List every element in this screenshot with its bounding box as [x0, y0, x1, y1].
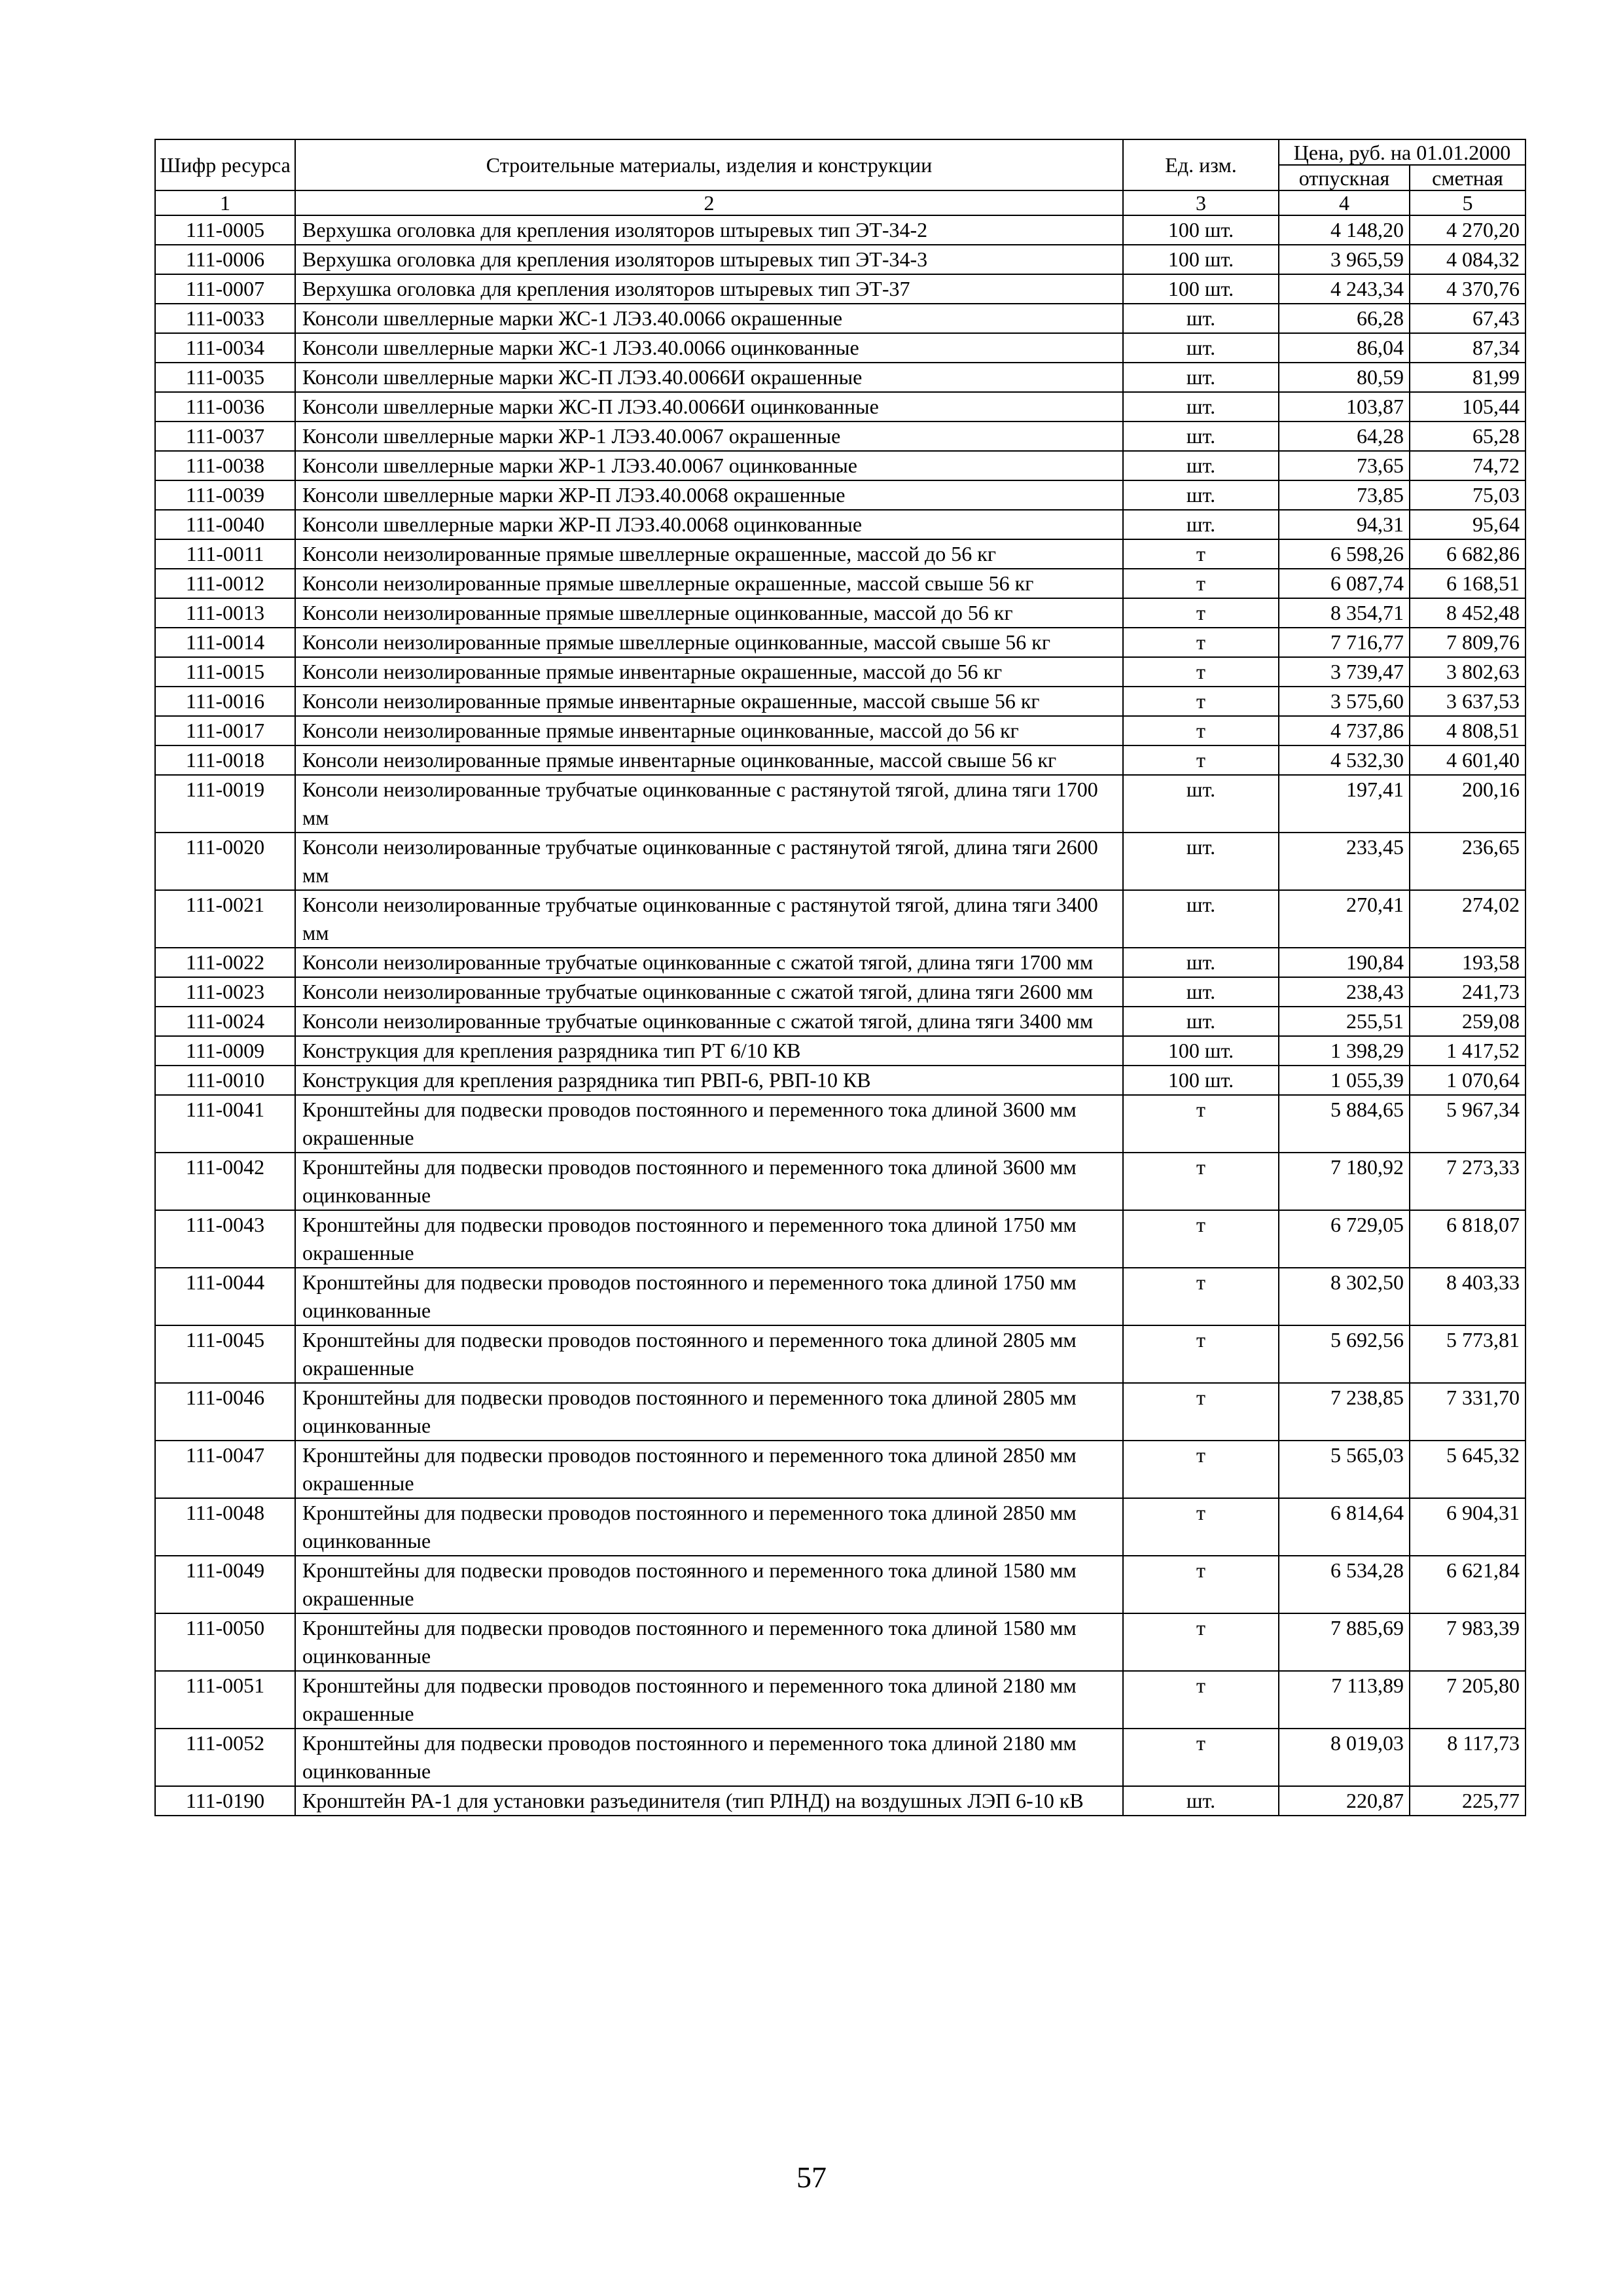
estimate-price: 3 637,53	[1410, 687, 1525, 716]
estimate-price: 87,34	[1410, 333, 1525, 363]
table-row	[155, 1786, 1525, 1816]
release-price: 220,87	[1279, 1786, 1410, 1816]
resource-code: 111-0011	[155, 539, 295, 569]
material-name: Консоли неизолированные трубчатые оцинкованные с сжатой тягой, длина тяги 2600 мм	[295, 977, 1123, 1007]
estimate-price: 6 818,07	[1410, 1210, 1525, 1268]
unit-of-measure: т	[1123, 1671, 1279, 1729]
estimate-price: 8 117,73	[1410, 1729, 1525, 1786]
release-price: 5 565,03	[1279, 1441, 1410, 1498]
material-name: Консоли швеллерные марки ЖР-1 ЛЭЗ.40.0067 окрашенные	[295, 422, 1123, 451]
header-code: Шифр ресурса	[155, 139, 295, 190]
price-table	[154, 139, 1526, 1816]
release-price: 7 885,69	[1279, 1613, 1410, 1671]
unit-of-measure: шт.	[1123, 977, 1279, 1007]
table-row	[155, 539, 1525, 569]
estimate-price: 193,58	[1410, 948, 1525, 977]
unit-of-measure: шт.	[1123, 890, 1279, 948]
resource-code: 111-0042	[155, 1153, 295, 1210]
estimate-price: 7 809,76	[1410, 628, 1525, 657]
release-price: 5 692,56	[1279, 1325, 1410, 1383]
resource-code: 111-0046	[155, 1383, 295, 1441]
table-row	[155, 392, 1525, 422]
resource-code: 111-0016	[155, 687, 295, 716]
unit-of-measure: 100 шт.	[1123, 215, 1279, 245]
table-row	[155, 480, 1525, 510]
table-row	[155, 977, 1525, 1007]
release-price: 190,84	[1279, 948, 1410, 977]
estimate-price: 259,08	[1410, 1007, 1525, 1036]
estimate-price: 5 967,34	[1410, 1095, 1525, 1153]
resource-code: 111-0049	[155, 1556, 295, 1613]
release-price: 94,31	[1279, 510, 1410, 539]
unit-of-measure: шт.	[1123, 333, 1279, 363]
release-price: 7 180,92	[1279, 1153, 1410, 1210]
unit-of-measure: т	[1123, 598, 1279, 628]
material-name: Кронштейны для подвески проводов постоянного и переменного тока длиной 1750 мм окрашенные	[295, 1210, 1123, 1268]
estimate-price: 67,43	[1410, 304, 1525, 333]
release-price: 8 302,50	[1279, 1268, 1410, 1325]
unit-of-measure: т	[1123, 1268, 1279, 1325]
release-price: 7 716,77	[1279, 628, 1410, 657]
release-price: 4 532,30	[1279, 745, 1410, 775]
release-price: 7 113,89	[1279, 1671, 1410, 1729]
table-row	[155, 628, 1525, 657]
estimate-price: 1 417,52	[1410, 1036, 1525, 1066]
unit-of-measure: шт.	[1123, 422, 1279, 451]
resource-code: 111-0009	[155, 1036, 295, 1066]
estimate-price: 6 904,31	[1410, 1498, 1525, 1556]
table-row	[155, 1066, 1525, 1095]
unit-of-measure: т	[1123, 1613, 1279, 1671]
resource-code: 111-0024	[155, 1007, 295, 1036]
estimate-price: 4 270,20	[1410, 215, 1525, 245]
column-number: 1	[155, 190, 295, 215]
material-name: Конструкция для крепления разрядника тип РТ 6/10 КВ	[295, 1036, 1123, 1066]
resource-code: 111-0052	[155, 1729, 295, 1786]
resource-code: 111-0041	[155, 1095, 295, 1153]
resource-code: 111-0015	[155, 657, 295, 687]
unit-of-measure: шт.	[1123, 363, 1279, 392]
table-row	[155, 215, 1525, 245]
column-number: 3	[1123, 190, 1279, 215]
unit-of-measure: т	[1123, 1095, 1279, 1153]
resource-code: 111-0047	[155, 1441, 295, 1498]
resource-code: 111-0006	[155, 245, 295, 274]
estimate-price: 5 773,81	[1410, 1325, 1525, 1383]
table-row	[155, 422, 1525, 451]
release-price: 1 055,39	[1279, 1066, 1410, 1095]
estimate-price: 5 645,32	[1410, 1441, 1525, 1498]
material-name: Консоли швеллерные марки ЖС-1 ЛЭЗ.40.0066 окрашенные	[295, 304, 1123, 333]
unit-of-measure: шт.	[1123, 392, 1279, 422]
table-header	[155, 139, 1525, 215]
resource-code: 111-0051	[155, 1671, 295, 1729]
resource-code: 111-0017	[155, 716, 295, 745]
unit-of-measure: 100 шт.	[1123, 1036, 1279, 1066]
material-name: Кронштейны для подвески проводов постоянного и переменного тока длиной 1750 мм оцинкованные	[295, 1268, 1123, 1325]
release-price: 4 737,86	[1279, 716, 1410, 745]
resource-code: 111-0033	[155, 304, 295, 333]
estimate-price: 6 682,86	[1410, 539, 1525, 569]
material-name: Консоли неизолированные прямые инвентарные окрашенные, массой до 56 кг	[295, 657, 1123, 687]
table-row	[155, 274, 1525, 304]
table-row	[155, 598, 1525, 628]
table-row	[155, 687, 1525, 716]
resource-code: 111-0014	[155, 628, 295, 657]
release-price: 4 148,20	[1279, 215, 1410, 245]
material-name: Кронштейны для подвески проводов постоянного и переменного тока длиной 2850 мм оцинкованные	[295, 1498, 1123, 1556]
table-row	[155, 304, 1525, 333]
estimate-price: 6 621,84	[1410, 1556, 1525, 1613]
resource-code: 111-0038	[155, 451, 295, 480]
release-price: 5 884,65	[1279, 1095, 1410, 1153]
release-price: 233,45	[1279, 833, 1410, 890]
resource-code: 111-0023	[155, 977, 295, 1007]
release-price: 6 087,74	[1279, 569, 1410, 598]
estimate-price: 7 331,70	[1410, 1383, 1525, 1441]
unit-of-measure: шт.	[1123, 833, 1279, 890]
unit-of-measure: т	[1123, 1556, 1279, 1613]
material-name: Верхушка оголовка для крепления изоляторов штыревых тип ЭТ-34-3	[295, 245, 1123, 274]
estimate-price: 8 452,48	[1410, 598, 1525, 628]
unit-of-measure: т	[1123, 539, 1279, 569]
release-price: 73,65	[1279, 451, 1410, 480]
header-estimate-price: сметная	[1410, 165, 1525, 190]
unit-of-measure: 100 шт.	[1123, 1066, 1279, 1095]
unit-of-measure: т	[1123, 628, 1279, 657]
resource-code: 111-0005	[155, 215, 295, 245]
estimate-price: 4 601,40	[1410, 745, 1525, 775]
release-price: 6 814,64	[1279, 1498, 1410, 1556]
material-name: Верхушка оголовка для крепления изоляторов штыревых тип ЭТ-34-2	[295, 215, 1123, 245]
material-name: Кронштейны для подвески проводов постоянного и переменного тока длиной 3600 мм оцинкованные	[295, 1153, 1123, 1210]
unit-of-measure: т	[1123, 716, 1279, 745]
table-row	[155, 1210, 1525, 1268]
material-name: Конструкция для крепления разрядника тип РВП-6, РВП-10 КВ	[295, 1066, 1123, 1095]
material-name: Консоли неизолированные прямые инвентарные окрашенные, массой свыше 56 кг	[295, 687, 1123, 716]
release-price: 6 534,28	[1279, 1556, 1410, 1613]
material-name: Верхушка оголовка для крепления изоляторов штыревых тип ЭТ-37	[295, 274, 1123, 304]
estimate-price: 236,65	[1410, 833, 1525, 890]
table-row	[155, 1268, 1525, 1325]
resource-code: 111-0039	[155, 480, 295, 510]
table-row	[155, 451, 1525, 480]
release-price: 6 729,05	[1279, 1210, 1410, 1268]
table-row	[155, 1441, 1525, 1498]
material-name: Кронштейны для подвески проводов постоянного и переменного тока длиной 2180 мм окрашенные	[295, 1671, 1123, 1729]
header-row	[155, 139, 1525, 165]
material-name: Кронштейны для подвески проводов постоянного и переменного тока длиной 3600 мм окрашенные	[295, 1095, 1123, 1153]
release-price: 7 238,85	[1279, 1383, 1410, 1441]
estimate-price: 225,77	[1410, 1786, 1525, 1816]
estimate-price: 4 370,76	[1410, 274, 1525, 304]
unit-of-measure: шт.	[1123, 451, 1279, 480]
table-row	[155, 569, 1525, 598]
column-number: 4	[1279, 190, 1410, 215]
estimate-price: 95,64	[1410, 510, 1525, 539]
table-row	[155, 833, 1525, 890]
release-price: 103,87	[1279, 392, 1410, 422]
unit-of-measure: т	[1123, 569, 1279, 598]
resource-code: 111-0013	[155, 598, 295, 628]
material-name: Консоли неизолированные трубчатые оцинкованные с растянутой тягой, длина тяги 3400 мм	[295, 890, 1123, 948]
estimate-price: 200,16	[1410, 775, 1525, 833]
resource-code: 111-0010	[155, 1066, 295, 1095]
resource-code: 111-0019	[155, 775, 295, 833]
table-row	[155, 1383, 1525, 1441]
material-name: Кронштейн РА-1 для установки разъединителя (тип РЛНД) на воздушных ЛЭП 6-10 кВ	[295, 1786, 1123, 1816]
material-name: Консоли швеллерные марки ЖС-1 ЛЭЗ.40.0066 оцинкованные	[295, 333, 1123, 363]
material-name: Консоли швеллерные марки ЖС-П ЛЭЗ.40.0066И окрашенные	[295, 363, 1123, 392]
table-row	[155, 948, 1525, 977]
release-price: 4 243,34	[1279, 274, 1410, 304]
release-price: 8 354,71	[1279, 598, 1410, 628]
release-price: 86,04	[1279, 333, 1410, 363]
unit-of-measure: т	[1123, 687, 1279, 716]
estimate-price: 7 205,80	[1410, 1671, 1525, 1729]
material-name: Консоли неизолированные трубчатые оцинкованные с сжатой тягой, длина тяги 1700 мм	[295, 948, 1123, 977]
material-name: Консоли неизолированные трубчатые оцинкованные с сжатой тягой, длина тяги 3400 мм	[295, 1007, 1123, 1036]
estimate-price: 6 168,51	[1410, 569, 1525, 598]
material-name: Консоли швеллерные марки ЖР-1 ЛЭЗ.40.0067 оцинкованные	[295, 451, 1123, 480]
material-name: Консоли неизолированные трубчатые оцинкованные с растянутой тягой, длина тяги 1700 мм	[295, 775, 1123, 833]
unit-of-measure: т	[1123, 1153, 1279, 1210]
resource-code: 111-0022	[155, 948, 295, 977]
material-name: Кронштейны для подвески проводов постоянного и переменного тока длиной 2805 мм окрашенные	[295, 1325, 1123, 1383]
material-name: Консоли швеллерные марки ЖР-П ЛЭЗ.40.0068 окрашенные	[295, 480, 1123, 510]
table-row	[155, 1095, 1525, 1153]
material-name: Консоли неизолированные прямые швеллерные оцинкованные, массой свыше 56 кг	[295, 628, 1123, 657]
column-number: 2	[295, 190, 1123, 215]
resource-code: 111-0007	[155, 274, 295, 304]
resource-code: 111-0043	[155, 1210, 295, 1268]
unit-of-measure: т	[1123, 1498, 1279, 1556]
material-name: Консоли неизолированные прямые швеллерные окрашенные, массой до 56 кг	[295, 539, 1123, 569]
release-price: 3 739,47	[1279, 657, 1410, 687]
release-price: 66,28	[1279, 304, 1410, 333]
unit-of-measure: 100 шт.	[1123, 245, 1279, 274]
unit-of-measure: шт.	[1123, 1007, 1279, 1036]
resource-code: 111-0048	[155, 1498, 295, 1556]
estimate-price: 105,44	[1410, 392, 1525, 422]
resource-code: 111-0045	[155, 1325, 295, 1383]
table-row	[155, 1556, 1525, 1613]
material-name: Консоли неизолированные прямые инвентарные оцинкованные, массой свыше 56 кг	[295, 745, 1123, 775]
resource-code: 111-0035	[155, 363, 295, 392]
price-table-container	[154, 139, 1525, 1816]
resource-code: 111-0034	[155, 333, 295, 363]
release-price: 1 398,29	[1279, 1036, 1410, 1066]
estimate-price: 65,28	[1410, 422, 1525, 451]
table-row	[155, 1153, 1525, 1210]
table-row	[155, 1498, 1525, 1556]
estimate-price: 7 273,33	[1410, 1153, 1525, 1210]
material-name: Кронштейны для подвески проводов постоянного и переменного тока длиной 2805 мм оцинкованные	[295, 1383, 1123, 1441]
material-name: Кронштейны для подвески проводов постоянного и переменного тока длиной 2850 мм окрашенные	[295, 1441, 1123, 1498]
release-price: 8 019,03	[1279, 1729, 1410, 1786]
release-price: 3 965,59	[1279, 245, 1410, 274]
table-row	[155, 1036, 1525, 1066]
resource-code: 111-0021	[155, 890, 295, 948]
unit-of-measure: шт.	[1123, 775, 1279, 833]
column-number-row	[155, 190, 1525, 215]
estimate-price: 1 070,64	[1410, 1066, 1525, 1095]
header-name: Строительные материалы, изделия и конструкции	[295, 139, 1123, 190]
table-row	[155, 1007, 1525, 1036]
release-price: 270,41	[1279, 890, 1410, 948]
table-row	[155, 890, 1525, 948]
table-row	[155, 716, 1525, 745]
table-row	[155, 245, 1525, 274]
table-row	[155, 1613, 1525, 1671]
resource-code: 111-0018	[155, 745, 295, 775]
material-name: Консоли швеллерные марки ЖС-П ЛЭЗ.40.0066И оцинкованные	[295, 392, 1123, 422]
estimate-price: 8 403,33	[1410, 1268, 1525, 1325]
estimate-price: 4 084,32	[1410, 245, 1525, 274]
column-number: 5	[1410, 190, 1525, 215]
resource-code: 111-0040	[155, 510, 295, 539]
unit-of-measure: 100 шт.	[1123, 274, 1279, 304]
header-unit: Ед. изм.	[1123, 139, 1279, 190]
unit-of-measure: т	[1123, 1325, 1279, 1383]
material-name: Консоли неизолированные прямые швеллерные окрашенные, массой свыше 56 кг	[295, 569, 1123, 598]
material-name: Консоли неизолированные трубчатые оцинкованные с растянутой тягой, длина тяги 2600 мм	[295, 833, 1123, 890]
table-row	[155, 1325, 1525, 1383]
table-row	[155, 775, 1525, 833]
resource-code: 111-0037	[155, 422, 295, 451]
header-release-price: отпускная	[1279, 165, 1410, 190]
table-row	[155, 333, 1525, 363]
table-row	[155, 363, 1525, 392]
unit-of-measure: шт.	[1123, 480, 1279, 510]
resource-code: 111-0044	[155, 1268, 295, 1325]
material-name: Кронштейны для подвески проводов постоянного и переменного тока длиной 1580 мм оцинкованные	[295, 1613, 1123, 1671]
estimate-price: 3 802,63	[1410, 657, 1525, 687]
header-price: Цена, руб. на 01.01.2000	[1279, 139, 1525, 165]
estimate-price: 75,03	[1410, 480, 1525, 510]
unit-of-measure: шт.	[1123, 510, 1279, 539]
material-name: Кронштейны для подвески проводов постоянного и переменного тока длиной 1580 мм окрашенные	[295, 1556, 1123, 1613]
table-row	[155, 510, 1525, 539]
unit-of-measure: т	[1123, 1441, 1279, 1498]
table-row	[155, 1729, 1525, 1786]
resource-code: 111-0012	[155, 569, 295, 598]
unit-of-measure: т	[1123, 745, 1279, 775]
unit-of-measure: шт.	[1123, 1786, 1279, 1816]
resource-code: 111-0036	[155, 392, 295, 422]
estimate-price: 81,99	[1410, 363, 1525, 392]
release-price: 6 598,26	[1279, 539, 1410, 569]
estimate-price: 7 983,39	[1410, 1613, 1525, 1671]
unit-of-measure: шт.	[1123, 304, 1279, 333]
unit-of-measure: т	[1123, 1729, 1279, 1786]
unit-of-measure: т	[1123, 1383, 1279, 1441]
material-name: Кронштейны для подвески проводов постоянного и переменного тока длиной 2180 мм оцинкованные	[295, 1729, 1123, 1786]
unit-of-measure: шт.	[1123, 948, 1279, 977]
material-name: Консоли швеллерные марки ЖР-П ЛЭЗ.40.0068 оцинкованные	[295, 510, 1123, 539]
table-row	[155, 745, 1525, 775]
table-body	[155, 215, 1525, 1816]
estimate-price: 4 808,51	[1410, 716, 1525, 745]
material-name: Консоли неизолированные прямые инвентарные оцинкованные, массой до 56 кг	[295, 716, 1123, 745]
estimate-price: 274,02	[1410, 890, 1525, 948]
release-price: 197,41	[1279, 775, 1410, 833]
resource-code: 111-0050	[155, 1613, 295, 1671]
material-name: Консоли неизолированные прямые швеллерные оцинкованные, массой до 56 кг	[295, 598, 1123, 628]
table-row	[155, 657, 1525, 687]
release-price: 238,43	[1279, 977, 1410, 1007]
resource-code: 111-0190	[155, 1786, 295, 1816]
estimate-price: 74,72	[1410, 451, 1525, 480]
page-number: 57	[796, 2161, 827, 2194]
estimate-price: 241,73	[1410, 977, 1525, 1007]
release-price: 3 575,60	[1279, 687, 1410, 716]
table-row	[155, 1671, 1525, 1729]
release-price: 64,28	[1279, 422, 1410, 451]
unit-of-measure: т	[1123, 657, 1279, 687]
release-price: 73,85	[1279, 480, 1410, 510]
release-price: 255,51	[1279, 1007, 1410, 1036]
resource-code: 111-0020	[155, 833, 295, 890]
release-price: 80,59	[1279, 363, 1410, 392]
unit-of-measure: т	[1123, 1210, 1279, 1268]
